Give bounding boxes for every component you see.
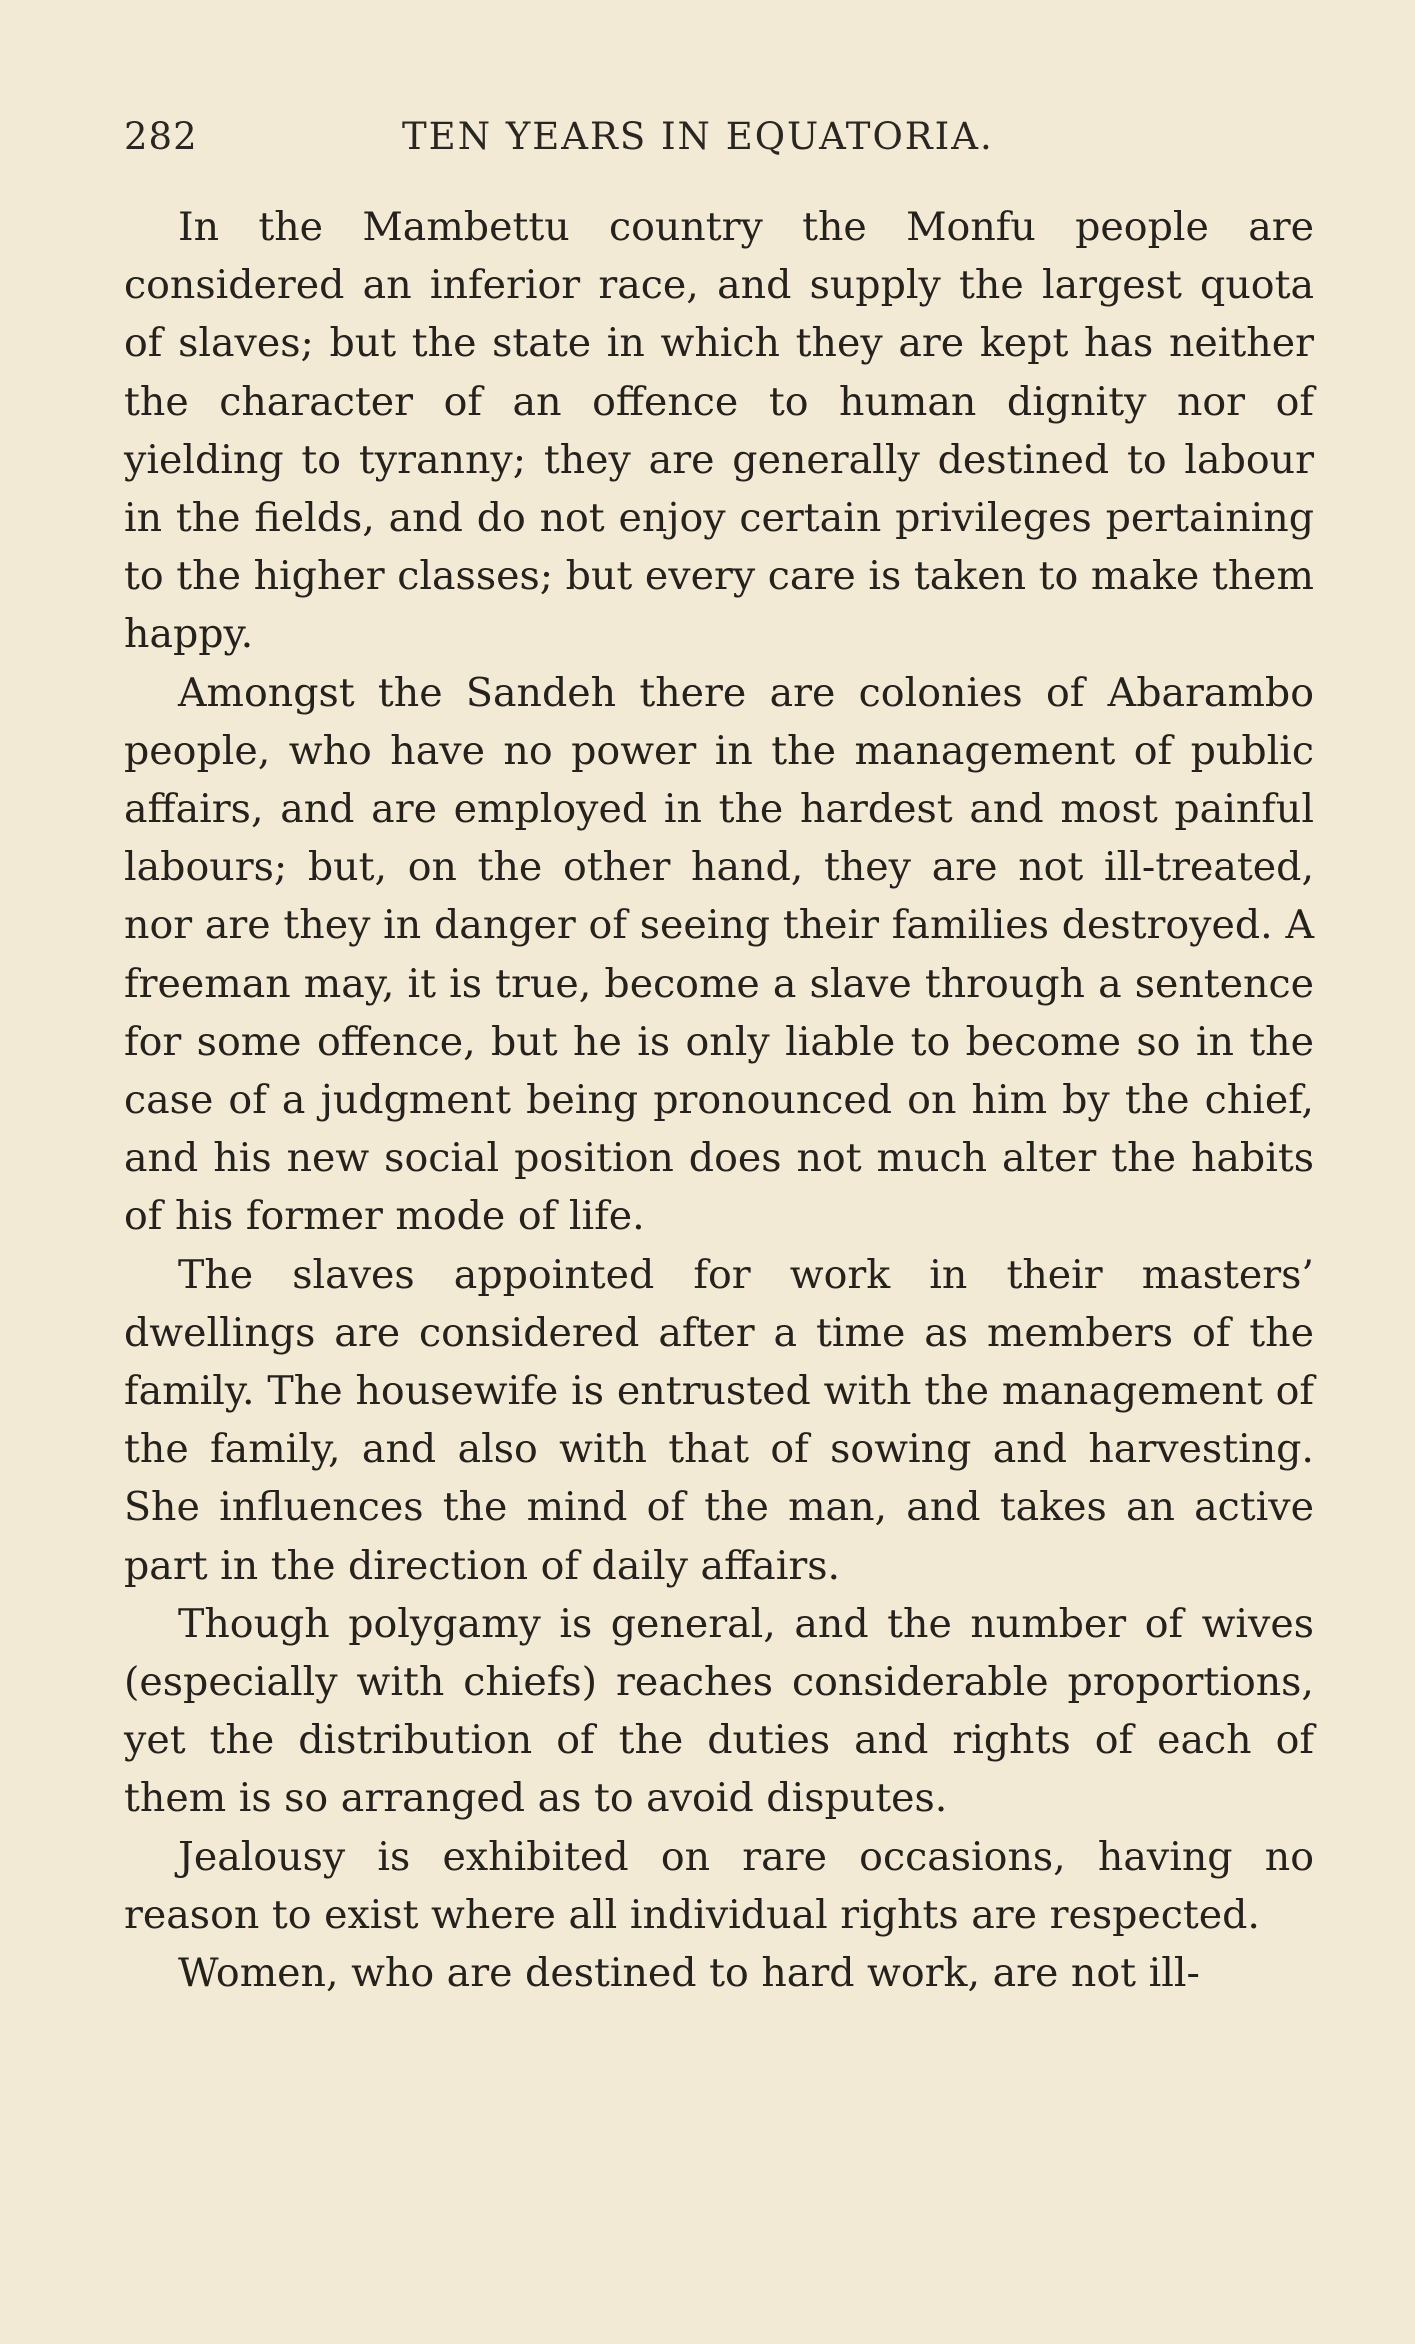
paragraph-jealousy: Jealousy is exhibited on rare occasions, having no reason to exist where all individual rights are respected. [124,1833,1314,1938]
body-text [124,198,1314,2002]
paragraph-mambettu-monfu: In the Mambettu country the Monfu people are considered an inferior race, and supply the largest quota of slaves; but the state in which they are kept has neither the character of an offence to human dignity nor of yielding to tyranny; they are generally destined to labour in the fields, and do not enjoy certain privileges pertaining to the higher classes; but every care is taken to make them happy. [124,204,1314,658]
page-header [124,115,1314,165]
paragraph-women: Women, who are destined to hard work, are not ill- [178,1950,1200,1997]
paragraph-sandeh-abarambo: Amongst the Sandeh there are colonies of Abarambo people, who have no power in the management of public affairs, and are employed in the hardest and most painful labours; but, on the other hand, they are not ill-treated, nor are they in danger of seeing their families destroyed. A freeman may, it is true, become a slave through a sentence for some offence, but he is only liable to become so in the case of a judgment being pronounced on him by the chief, and his new social position does not much alter the habits of his former mode of life. [124,669,1314,1240]
paragraph-polygamy: Though polygamy is general, and the number of wives (especially with chiefs) reaches considerable proportions, yet the distribution of the duties and rights of each of them is so arranged as to avoid disputes. [124,1600,1314,1822]
page-number: 282 [124,115,198,158]
paragraph-household-slaves: The slaves appointed for work in their masters’ dwellings are considered after a time as members of the family. The housewife is entrusted with the management of the family, and also with that of sowing and harvesting. She influences the mind of the man, and takes an active part in the direction of daily affairs. [124,1251,1314,1589]
running-title: TEN YEARS IN EQUATORIA. [402,115,994,158]
